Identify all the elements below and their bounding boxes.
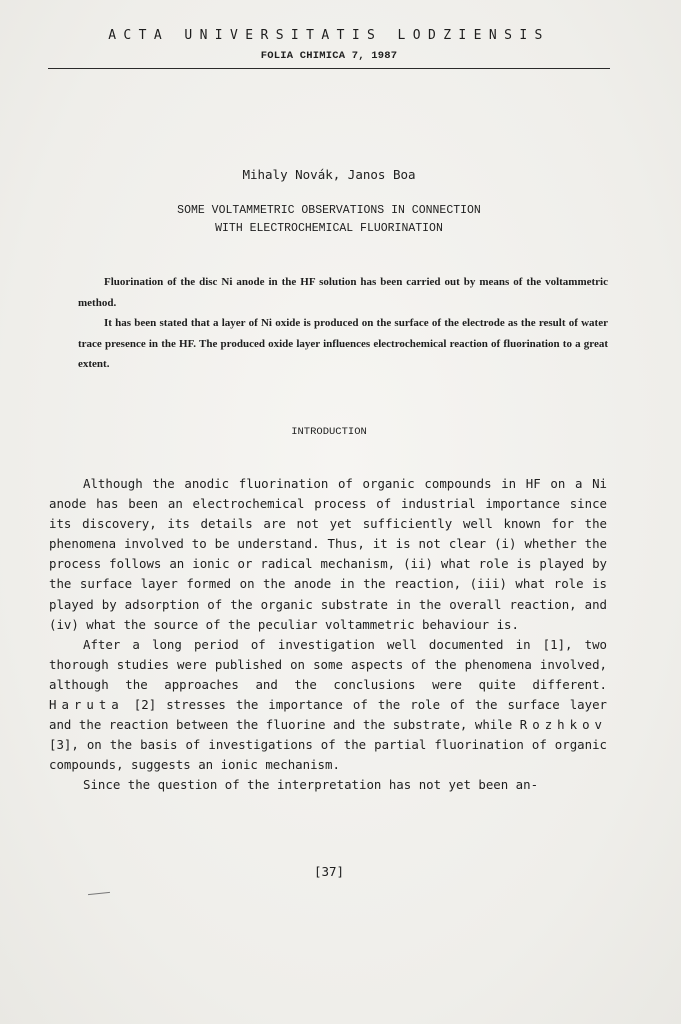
paragraph-text: [2] stresses the importance of the role of the surface layer and the reaction between the fluorine and the substrate, while bbox=[49, 697, 607, 733]
article-authors: Mihaly Novák, Janos Boa bbox=[242, 167, 416, 182]
abstract bbox=[78, 272, 608, 375]
article-title-line-2: WITH ELECTROCHEMICAL FLUORINATION bbox=[215, 222, 443, 235]
article-title-line-1: SOME VOLTAMMETRIC OBSERVATIONS IN CONNECTION bbox=[177, 204, 481, 217]
section-heading-introduction: INTRODUCTION bbox=[291, 426, 367, 438]
stray-scan-mark bbox=[88, 892, 110, 895]
header-rule bbox=[48, 68, 610, 69]
body-paragraph: Since the question of the interpretation has not yet been an- bbox=[83, 777, 539, 793]
abstract-paragraph: It has been stated that a layer of Ni oxide is produced on the surface of the electrode as the result of water trace presence in the HF. The produced oxide layer influences electrochemical reaction of fluorination to a great extent. bbox=[78, 317, 608, 370]
journal-series: FOLIA CHIMICA 7, 1987 bbox=[260, 50, 398, 62]
introduction-body bbox=[49, 474, 607, 796]
paragraph-text: [3], on the basis of investigations of the partial fluorination of organic compounds, suggests an ionic mechanism. bbox=[49, 737, 607, 773]
paragraph-text: After a long period of investigation well documented in [1], two thorough studies were published on some aspects of the phenomena involved, although the approaches and the conclusions were quite different. bbox=[49, 636, 607, 692]
article-title bbox=[48, 202, 610, 238]
page-number: [37] bbox=[313, 864, 345, 879]
body-paragraph bbox=[49, 635, 607, 776]
cited-author: Haruta bbox=[49, 697, 124, 713]
journal-title: ACTA UNIVERSITATIS LODZIENSIS bbox=[108, 28, 550, 43]
abstract-paragraph: Fluorination of the disc Ni anode in the HF solution has been carried out by means of the voltammetric method. bbox=[78, 276, 608, 309]
cited-author: Rozhkov bbox=[519, 717, 607, 733]
body-paragraph: Although the anodic fluorination of organic compounds in HF on a Ni anode has been an electrochemical process of industrial importance since its discovery, its details are not yet sufficiently well known for the phenomena involved to be understand. Thus, it is not clear (i) whether the process follows an ionic or radical mechanism, (ii) what role is played by the surface layer formed on the anode in the reaction, (iii) what role is played by adsorption of the organic substrate in the overall reaction, and (iv) what the source of the peculiar voltammetric behaviour is. bbox=[49, 476, 607, 632]
